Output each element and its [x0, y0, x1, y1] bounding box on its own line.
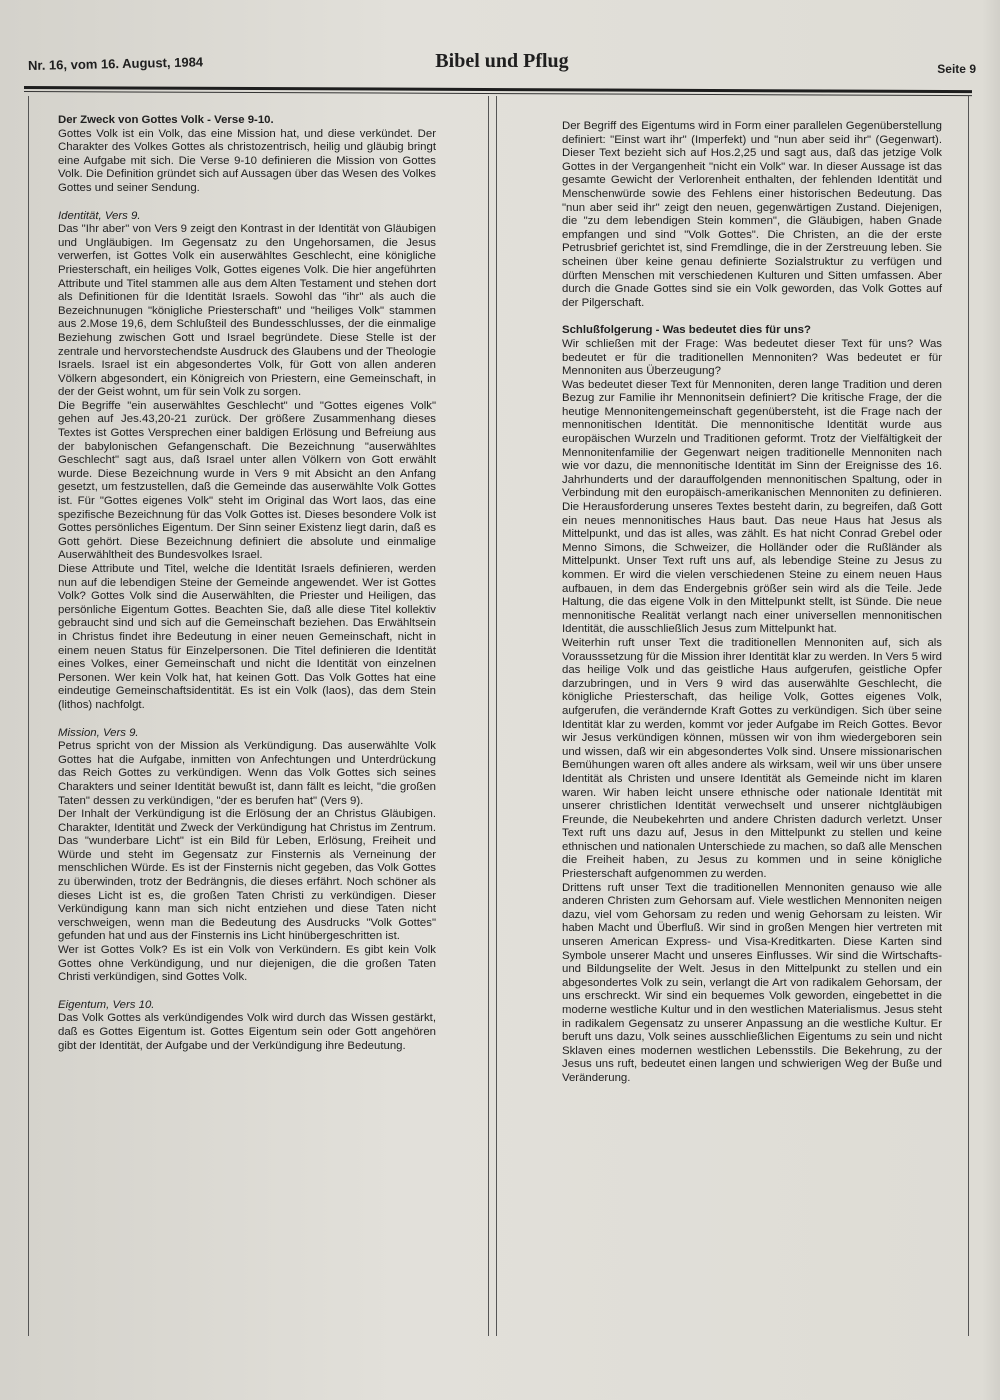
paragraph: Das Volk Gottes als verkündigendes Volk wird durch das Wissen gestärkt, daß es Gottes Eigentum ist. Gottes Eigentum sein oder Gott angehören gibt der Identität, der Aufgabe und der Verkündigung ihre Bedeutung. — [58, 1012, 436, 1052]
left-border-line — [28, 96, 29, 1336]
paragraph: Der Begriff des Eigentums wird in Form einer parallelen Gegenüberstellung definiert: "Einst wart ihr" (Imperfekt) und "nun aber seid ihr" (Gegenwart). Dieser Text bezieht sich auf Hos.2,25 und sagt aus, daß das jetzige Volk Gottes in der Vergangenheit "nicht ein Volk" war. In dieser Aussage ist das gesamte Gewicht der Verlorenheit enthalten, der fehlenden Identität und Menschenwürde sowie des Fehlens einer historischen Bedeutung. Das "nun aber seid ihr" zeigt den neuen, gegenwärtigen Zustand. Diejenigen, die "zu dem lebendigen Stein kommen", die Gläubigen, haben Gnade empfangen und sind "Volk Gottes". Die Christen, an die der erste Petrusbrief gerichtet ist, sind Fremdlinge, die in der Zerstreuung leben. Sie scheinen über keine genau definierte Sozialstruktur zu verfügen und dürften Menschen mit verschiedenen Kulturen und Sitten umfassen. Aber durch die Gnade Gottes sind sie ein Volk geworden, das Volk Gottes auf der Pilgerschaft. — [562, 120, 942, 309]
paragraph: Das "Ihr aber" von Vers 9 zeigt den Kontrast in der Identität von Gläubigen und Ungläubigen. Im Gegensatz zu den Ungehorsamen, die Jesus verwerfen, ist Gottes Volk ein auserwähltes Geschlecht, eine königliche Priesterschaft, ein heiliges Volk, Gottes eigenes Volk. Die hier angeführten Attribute und Titel stammen alle aus dem Alten Testament und stehen dort als Definitionen für die Identität Israels. Sowohl das "ihr" als auch die Bezeichnunugen "königliche Priesterschaft" und "heiliges Volk" stammen aus 2.Mose 19,6, dem Schlußteil des Bundesschlusses, der die einmalige Beziehung zwischen Gott und Israel begründete. Diese Stelle ist der zentrale und hervorstechendste Ausdruck des Glaubens und der Theologie Israels. Israel ist ein abgesondertes Volk, für Gott von allen anderen Völkern abgesondert, ein Königreich von Priestern, eine Gemeinschaft, in der der Geist wohnt, um für sein Volk zu sorgen. — [58, 223, 436, 399]
paragraph: Drittens ruft unser Text die traditionellen Mennoniten genauso wie alle anderen Christen zum Gehorsam auf. Viele westlichen Mennoniten neigen dazu, viel vom Gehorsam zu reden und wenig Gehorsam zu leisten. Wir haben Macht und Überfluß. Wir sind in großen Mengen hier vertreten mit unseren American Express- und Visa-Kreditkarten. Diese Karten sind Symbole unserer Macht und unseres Einflusses. Wir sind die Wirtschafts- und Bildungselite der Welt. Jesus in den Mittelpunkt zu stellen und ein abgesondertes Volk zu sein, verlangt die Art von radikalem Gehorsam, der uns erschreckt. Wir sind ein bequemes Volk geworden, eingebettet in die moderne westliche Kultur und in den westlichen Materialismus. Jesus steht in radikalem Gegensatz zu unserer Anpassung an die westliche Kultur. Er beruft uns dazu, Volk seines ausschließlichen Eigentums zu sein und nicht Sklaven eines modernen westlichen Lebensstils. Die Bekehrung, zu der Jesus uns ruft, bedeutet einen langen und schwierigen Weg der Buße und Veränderung. — [562, 881, 942, 1084]
right-border-line — [968, 96, 969, 1336]
scan-shadow — [982, 0, 1000, 1400]
issue-date: Nr. 16, vom 16. August, 1984 — [27, 54, 204, 73]
section-heading-zweck: Der Zweck von Gottes Volk - Verse 9-10. — [58, 114, 274, 126]
paragraph: Was bedeutet dieser Text für Mennoniten, deren lange Tradition und deren Bezug zur Familie ihr Mennonitsein definiert? Die kritische Frage, der die heutige Mennonitengemeinschaft gegenübersteht, ist die Frage nach der mennonitischen Identität. Die mennonitische Identität wurde aus europäischen Wurzeln und Traditionen geformt. Trotz der Vielfältigkeit der Mennonitenfamilie der Gegenwart neigen traditionelle Mennoniten nach wie vor dazu, die mennonitische Identität im Sinn der Ereignisse des 16. Jahrhunderts und der darauffolgenden mennonitischen Spaltung, oder in Verbindung mit den europäisch-amerikanischen Mennoniten zu definieren. Die Herausforderung unseres Textes besteht darin, zu begreifen, daß Gott ein neues mennonitisches Haus baut. Das neue Haus hat Jesus als Mittelpunkt, und das ist alles, was zählt. Es hat nicht Conrad Grebel oder Menno Simons, die Schweizer, die Holländer oder die Rußländer als Mittelpunkt. Unser Text ruft uns auf, als lebendige Steine zu Jesus zu kommen. Er wird die vielen verschiedenen Steine zu einem neuen Haus aufbauen, in dem das Endergebnis größer sein wird als die Teile. Jede Haltung, die das eigene Volk in den Mittelpunkt stellt, ist Sünde. Die neue mennonitische Realität verlangt nach einer universellen mennonitischen Identität, die ausschließlich Jesus zum Mittelpunkt hat. — [562, 378, 942, 636]
page-header — [28, 50, 976, 80]
paragraph: Diese Attribute und Titel, welche die Identität Israels definieren, werden nun auf die lebendigen Steine der Gemeinde angewendet. Wer ist Gottes Volk? Gottes Volk sind die Auserwählten, die Priester und Heiligen, das persönliche Eigentum Gottes. Beachten Sie, daß alle diese Titel kollektiv gebraucht sind und sich auf die Gemeinschaft beziehen. Das Erwähltsein in Christus findet ihre Bedeutung in einer neuen Gemeinschaft, nicht in einem neuen Status für Einzelpersonen. Die Titel definieren die Identität eines Volkes, einer Gemeinschaft und nicht die Identität von einzelnen Personen. Wer kein Volk hat, hat keinen Gott. Das Volk Gottes hat eine eindeutige Gemeinschaftsidentität. Es ist ein Volk (laos), das dem Stein (lithos) nachfolgt. — [58, 563, 436, 711]
left-column — [58, 114, 436, 1053]
paragraph: Die Begriffe "ein auserwähltes Geschlecht" und "Gottes eigenes Volk" gehen auf Jes.43,20-21 zurück. Der größere Zusammenhang dieses Textes ist Gottes Versprechen einer baldigen Erlösung und Befreiung aus der babylonischen Gefangenschaft. Die Bezeichnung "auserwähltes Geschlecht" sagt aus, daß Israel unter allen Völkern von Gott erwählt wurde. Diese Bezeichnung wurde in Vers 9 mit Absicht an den Anfang gesetzt, um festzustellen, daß die Gemeinde das auserwählte Volk Gottes ist. Für "Gottes eigenes Volk" steht im Original das Wort laos, das eine spezifische Bezeichnung für das Volk Gottes ist. Dieses besondere Volk ist Gottes persönliches Eigentum. Der Sinn seiner Existenz liegt darin, daß es Gott gehört. Diese Bezeichnung definiert die absolute und einmalige Auserwähltheit des Bundesvolkes Israel. — [58, 399, 436, 562]
section-heading-mission: Mission, Vers 9. — [58, 726, 139, 739]
section-heading-identitaet: Identität, Vers 9. — [58, 209, 141, 222]
paragraph: Wir schließen mit der Frage: Was bedeutet dieser Text für uns? Was bedeutet er für die traditionellen Mennoniten? Was bedeutet er für Mennoniten aus Überzeugung? — [562, 337, 942, 378]
paragraph: Wer ist Gottes Volk? Es ist ein Volk von Verkündern. Es gibt kein Volk Gottes ohne Verkündigung, und nur diejenigen, die die großen Taten Christi verkündigen, sind Gottes Volk. — [58, 944, 436, 984]
page-number: Seite 9 — [937, 62, 976, 76]
column-divider-right — [496, 96, 497, 1336]
paragraph: Der Inhalt der Verkündigung ist die Erlösung der an Christus Gläubigen. Charakter, Identität und Zweck der Verkündigung hat Christus im Zentrum. Das "wunderbare Licht" ist ein Bild für Leben, Erlösung, Freiheit und Würde und steht im Gegensatz zur Finsternis als Verneinung der menschlichen Würde. Es ist der Finsternis nicht gegeben, das Volk Gottes zu überwinden, trotz der Bedrängnis, die dieses erfährt. Noch schöner als dieses Licht ist es, die großen Taten Christi zu verkündigen. Dieser Verkündigung kann man sich nicht entziehen und diese Taten nicht verschweigen, wenn man die Bedeutung des Ausdrucks "Volk Gottes" gefunden hat und aus der Finsternis ins Licht hinübergeschritten ist. — [58, 808, 436, 943]
paragraph: Gottes Volk ist ein Volk, das eine Mission hat, und diese verkündet. Der Charakter des Volkes Gottes als christozentrisch, heilig und gläubig bringt eine Aufgabe mit sich. Die Verse 9-10 definieren die Mission von Gottes Volk. Die Definition gründet sich auf Aussagen über das Wesen des Volkes Gottes und seiner Sendung. — [58, 127, 436, 194]
column-divider-left — [488, 96, 489, 1336]
right-column — [562, 120, 942, 1086]
paragraph: Weiterhin ruft unser Text die traditionellen Mennoniten auf, sich als Vorausssetzung für die Mission ihrer Identität klar zu werden. In Vers 5 wird das heilige Volk und das geistliche Haus aufgerufen, geistliche Opfer darzubringen, und in Vers 9 wird das auserwählte Geschlecht, die königliche Priesterschaft, das heilige Volk, Gottes eigenes Volk, aufgerufen, die verändernde Kraft Gottes zu verkündigen. Sich über seine Identität klar zu werden, kommt vor jeder Aufgabe im Reich Gottes. Bevor wir Jesus verkündigen können, müssen wir von ihm wiedergeboren sein und wissen, daß wir ein abgesondertes Volk sind. Unsere missionarischen Bemühungen waren oft alles andere als wirksam, weil wir uns über unsere Identität als Christen und unsere Identität als Gemeinde nicht im klaren waren. Wir haben leicht unsere ethnische oder nationale Identität mit unserer christlichen Identität verwechselt und unserer nichtgläubigen Freunde, die Neubekehrten und andere Christen dadurch verletzt. Unser Text ruft uns dazu auf, Jesus in den Mittelpunkt zu stellen und keine ethnischen und nationalen Unterschiede zu machen, so daß alle Menschen die Freiheit haben, zu Jesus zu kommen und in seine königliche Priesterschaft aufgenommen zu werden. — [562, 636, 942, 881]
paragraph: Petrus spricht von der Mission als Verkündigung. Das auserwählte Volk Gottes hat die Aufgabe, inmitten von Anfechtungen und Unterdrückung das Reich Gottes zu verkündigen. Wenn das Volk Gottes sich seines Charakters und seiner Identität bewußt ist, dann fällt es leicht, "die großen Taten" dessen zu verkündigen, "der es berufen hat" (Vers 9). — [58, 740, 436, 807]
newspaper-title: Bibel und Pflug — [435, 50, 569, 72]
section-heading-schluss: Schlußfolgerung - Was bedeutet dies für uns? — [562, 324, 811, 337]
section-heading-eigentum: Eigentum, Vers 10. — [58, 998, 155, 1011]
